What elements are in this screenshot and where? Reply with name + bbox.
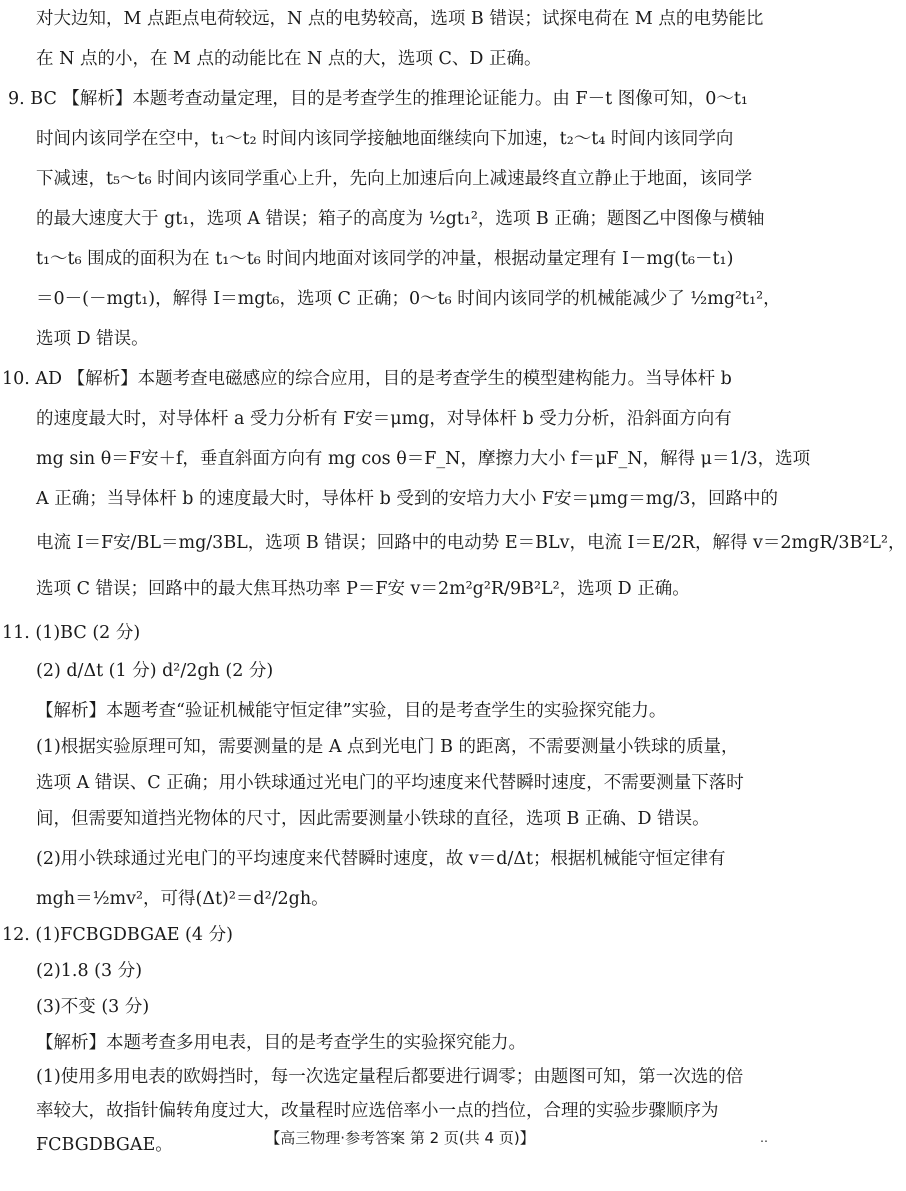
text-line: 在 N 点的小，在 M 点的动能比在 N 点的大，选项 C、D 正确。 xyxy=(36,49,542,69)
text-line: 12. (1)FCBGDBGAE (4 分) xyxy=(2,925,233,945)
text-line: (1)根据实验原理可知，需要测量的是 A 点到光电门 B 的距离，不需要测量小铁球的质量， xyxy=(36,737,739,757)
text-line: (2)用小铁球通过光电门的平均速度来代替瞬时速度，故 v＝d/Δt；根据机械能守恒定律有 xyxy=(36,849,726,869)
text-line: (1)使用多用电表的欧姆挡时，每一次选定量程后都要进行调零；由题图可知，第一次选的倍 xyxy=(36,1067,744,1087)
text-line: 的速度最大时，对导体杆 a 受力分析有 F安＝μmg，对导体杆 b 受力分析，沿斜面方向有 xyxy=(36,409,732,429)
text-line: 【解析】本题考查多用电表，目的是考查学生的实验探究能力。 xyxy=(36,1033,526,1053)
text-line: ＝0－(－mgt₁)，解得 I＝mgt₆，选项 C 正确；0～t₆ 时间内该同学的机械能减少了 ½mg²t₁²， xyxy=(36,289,781,309)
text-line: 选项 C 错误；回路中的最大焦耳热功率 P＝F安 v＝2m²g²R/9B²L²，选项 D 正确。 xyxy=(36,579,690,599)
text-line: 下减速，t₅～t₆ 时间内该同学重心上升，先向上加速后向上减速最终直立静止于地面，该同学 xyxy=(36,169,753,189)
text-line: FCBGDBGAE。 xyxy=(36,1135,173,1155)
text-line: 【解析】本题考查“验证机械能守恒定律”实验，目的是考查学生的实验探究能力。 xyxy=(36,701,667,721)
text-line: 选项 A 错误、C 正确；用小铁球通过光电门的平均速度来代替瞬时速度，不需要测量下落时 xyxy=(36,773,744,793)
text-line: (3)不变 (3 分) xyxy=(36,997,150,1017)
page-footer: 【高三物理·参考答案 第 2 页(共 4 页)】 xyxy=(265,1129,535,1147)
text-line: 率较大，故指针偏转角度过大，改量程时应选倍率小一点的挡位，合理的实验步骤顺序为 xyxy=(36,1101,719,1121)
text-line: (2)1.8 (3 分) xyxy=(36,961,143,981)
text-line: 对大边知，M 点距点电荷较远，N 点的电势较高，选项 B 错误；试探电荷在 M 点的电势能比 xyxy=(36,9,764,29)
text-line: mgh＝½mv²，可得(Δt)²＝d²/2gh。 xyxy=(36,889,329,909)
corner-mark: ‥ xyxy=(760,1131,769,1145)
text-line: 时间内该同学在空中，t₁～t₂ 时间内该同学接触地面继续向下加速，t₂～t₄ 时间内该同学向 xyxy=(36,129,734,149)
text-line: A 正确；当导体杆 b 的速度最大时，导体杆 b 受到的安培力大小 F安＝μmg＝mg/3，回路中的 xyxy=(36,489,779,509)
text-line: 9. BC 【解析】本题考查动量定理，目的是考查学生的推理论证能力。由 F－t 图像可知，0～t₁ xyxy=(8,89,748,109)
text-line: 的最大速度大于 gt₁，选项 A 错误；箱子的高度为 ½gt₁²，选项 B 正确；题图乙中图像与横轴 xyxy=(36,209,765,229)
text-line: 11. (1)BC (2 分) xyxy=(2,623,141,643)
text-line: 电流 I＝F安/BL＝mg/3BL，选项 B 错误；回路中的电动势 E＝BLv，电流 I＝E/2R，解得 v＝2mgR/3B²L²， xyxy=(36,533,906,553)
text-line: mg sin θ＝F安＋f，垂直斜面方向有 mg cos θ＝F_N，摩擦力大小 f＝μF_N，解得 μ＝1/3，选项 xyxy=(36,449,811,469)
text-line: 10. AD 【解析】本题考查电磁感应的综合应用，目的是考查学生的模型建构能力。当导体杆 b xyxy=(2,369,732,389)
text-line: 间，但需要知道挡光物体的尺寸，因此需要测量小铁球的直径，选项 B 正确、D 错误。 xyxy=(36,809,710,829)
text-line: t₁～t₆ 围成的面积为在 t₁～t₆ 时间内地面对该同学的冲量，根据动量定理有 I－mg(t₆－t₁) xyxy=(36,249,734,269)
text-line: (2) d/Δt (1 分) d²/2gh (2 分) xyxy=(36,661,274,681)
text-line: 选项 D 错误。 xyxy=(36,329,149,349)
